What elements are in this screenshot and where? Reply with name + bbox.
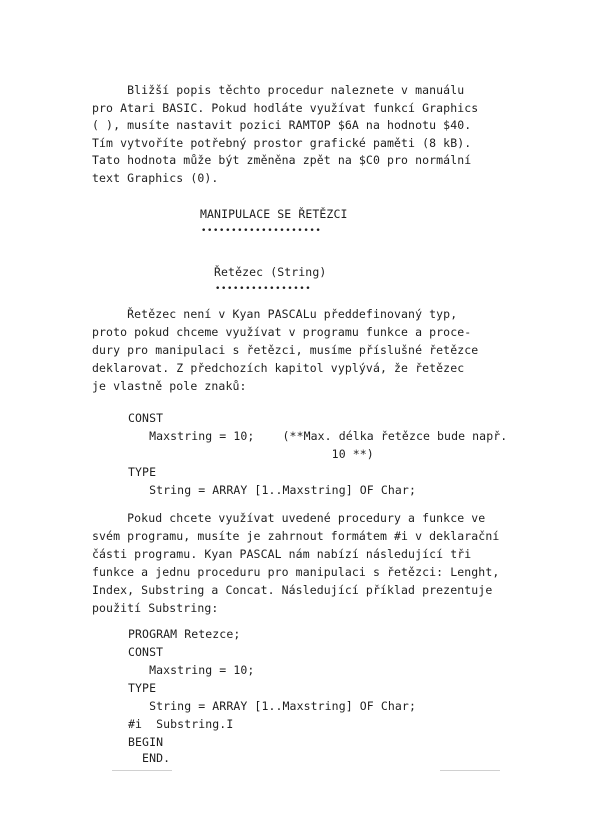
code2-line-6: #i Substring.I xyxy=(128,717,234,731)
paper-mark xyxy=(440,770,500,771)
para2-line-4: funkce a jednu proceduru pro manipulaci s řetězci: Lenght, xyxy=(92,565,500,579)
para1-line-3: dury pro manipulaci s řetězci, musíme příslušné řetězce xyxy=(92,343,479,357)
code1-line-1: CONST xyxy=(128,411,164,425)
code1-line-5: String = ARRAY [1..Maxstring] OF Char; xyxy=(128,483,416,497)
code2-line-3: Maxstring = 10; xyxy=(128,663,255,677)
para1-line-2: proto pokud chceme využívat v programu funkce a proce- xyxy=(92,325,472,339)
para2-line-2: svém programu, musíte je zahrnout formátem #i v deklarační xyxy=(92,529,500,543)
subsection-title: Řetězec (String) xyxy=(214,265,327,279)
code2-line-5: String = ARRAY [1..Maxstring] OF Char; xyxy=(128,699,416,713)
intro-line-6: text Graphics (0). xyxy=(92,171,219,185)
section-title-underline: •••••••••••••••••••• xyxy=(201,226,322,236)
code1-line-2: Maxstring = 10; (**Max. délka řetězce bude např. xyxy=(128,429,508,443)
para2-line-1: Pokud chcete využívat uvedené procedury a funkce ve xyxy=(92,511,486,525)
para1-line-1: Řetězec není v Kyan PASCALu předdefinovaný typ, xyxy=(92,307,458,321)
para2-line-6: použití Substring: xyxy=(92,601,219,615)
para1-line-4: deklarovat. Z předchozích kapitol vyplývá, že řetězec xyxy=(92,361,465,375)
code1-line-3: 10 **) xyxy=(128,447,374,461)
para2-line-3: části programu. Kyan PASCAL nám nabízí následující tři xyxy=(92,547,472,561)
code2-line-2: CONST xyxy=(128,645,164,659)
intro-line-5: Tato hodnota může být změněna zpět na $C0 pro normální xyxy=(92,153,472,167)
intro-line-2: pro Atari BASIC. Pokud hodláte využívat funkcí Graphics xyxy=(92,101,479,115)
para1-line-5: je vlastně pole znaků: xyxy=(92,379,247,393)
intro-line-3: ( ), musíte nastavit pozici RAMTOP $6A na hodnotu $40. xyxy=(92,118,472,132)
intro-line-4: Tím vytvoříte potřebný prostor grafické paměti (8 kB). xyxy=(92,136,472,150)
subsection-title-underline: •••••••••••••••• xyxy=(215,284,312,294)
code2-line-1: PROGRAM Retezce; xyxy=(128,627,241,641)
paper-mark xyxy=(112,770,172,771)
code2-line-4: TYPE xyxy=(128,681,157,695)
code1-line-4: TYPE xyxy=(128,465,157,479)
para2-line-5: Index, Substring a Concat. Následující příklad prezentuje xyxy=(92,583,493,597)
section-title: MANIPULACE SE ŘETĚZCI xyxy=(200,207,348,221)
intro-line-1: Bližší popis těchto procedur naleznete v manuálu xyxy=(92,83,465,97)
code2-line-8: END. xyxy=(128,751,171,765)
code2-line-7: BEGIN xyxy=(128,735,164,749)
